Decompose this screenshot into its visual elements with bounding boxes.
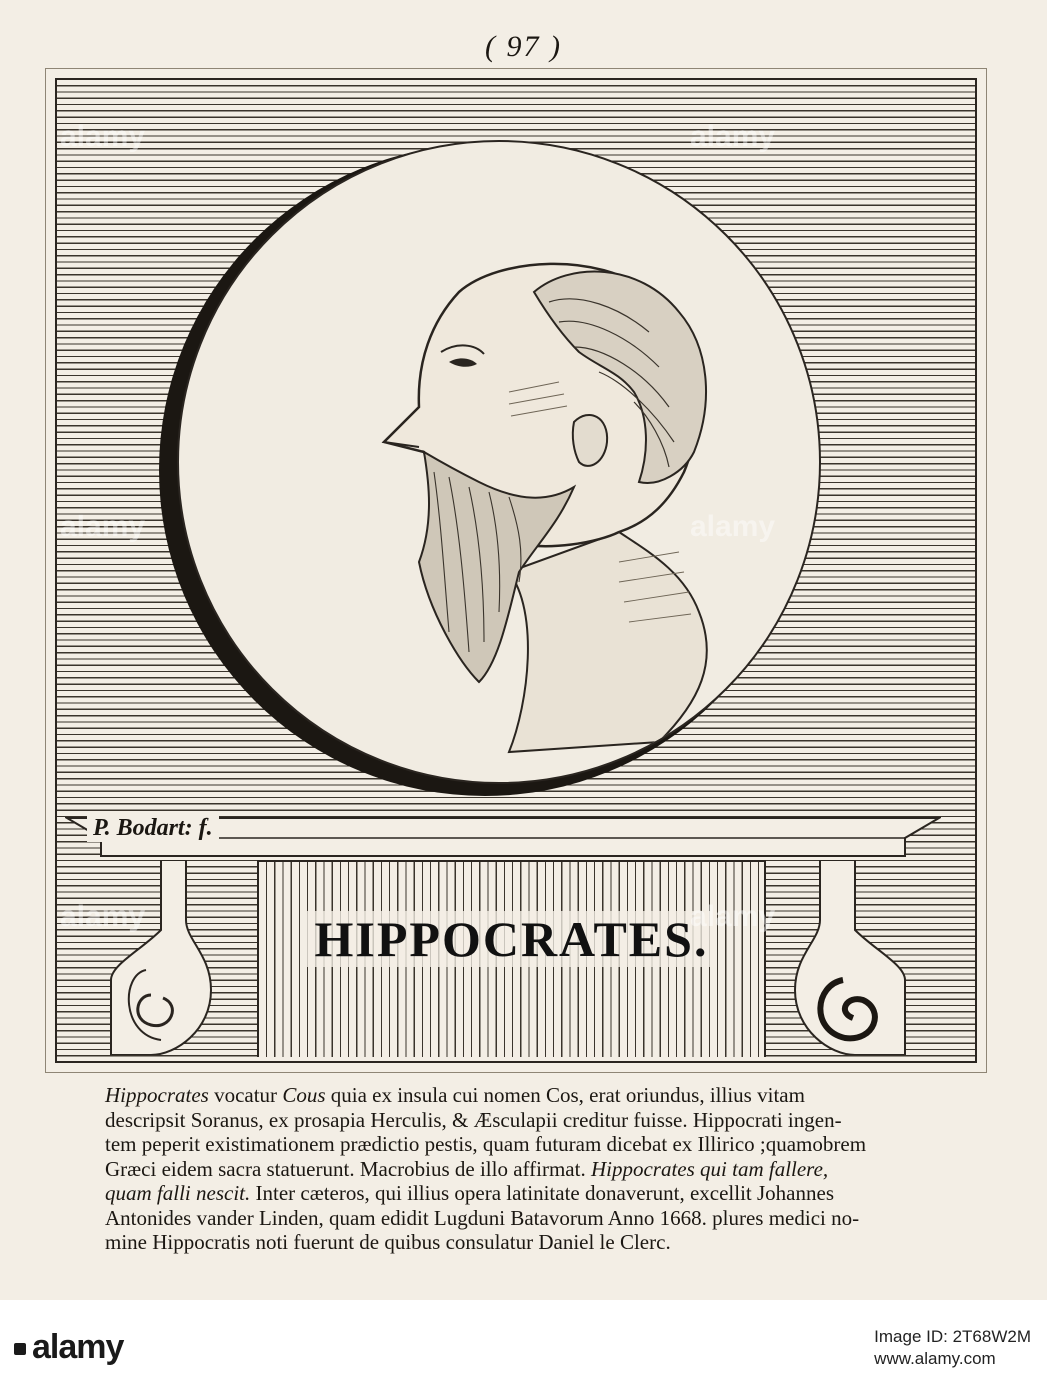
caption-line bbox=[105, 1108, 975, 1133]
portrait-medallion bbox=[177, 140, 821, 784]
right-scroll-ornament bbox=[775, 860, 925, 1055]
watermark-overlay: alamy bbox=[60, 900, 146, 933]
pedestal-plaque bbox=[257, 860, 766, 1057]
caption-segment: descripsit Soranus, ex prosapia Herculis, & Æsculapii creditur fuisse. Hippocrati ingen- bbox=[105, 1107, 842, 1132]
engraved-plate bbox=[55, 78, 977, 1063]
site-url: www.alamy.com bbox=[874, 1349, 996, 1368]
caption-line bbox=[105, 1157, 975, 1182]
watermark-overlay: alamy bbox=[60, 120, 146, 153]
caption-segment: Græci eidem sacra statuerunt. Macrobius de illo affirmat. bbox=[105, 1156, 591, 1181]
engraver-signature: P. Bodart: f. bbox=[87, 815, 219, 842]
watermark-overlay: alamy bbox=[60, 510, 146, 543]
image-id-label: Image ID: 2T68W2M bbox=[874, 1327, 1031, 1346]
page-number: ( 97 ) bbox=[485, 30, 562, 63]
watermark-overlay: alamy bbox=[690, 120, 776, 153]
caption-line bbox=[105, 1230, 975, 1255]
caption-line bbox=[105, 1206, 975, 1231]
hippocrates-profile-illustration bbox=[179, 142, 819, 782]
caption-segment: quia ex insula cui nomen Cos, erat oriundus, illius vitam bbox=[325, 1083, 805, 1107]
watermark-overlay: alamy bbox=[690, 510, 776, 543]
watermark-overlay: alamy bbox=[690, 900, 776, 933]
caption-segment: mine Hippocratis noti fuerunt de quibus consulatur Daniel le Clerc. bbox=[105, 1230, 671, 1254]
alamy-logo: alamy bbox=[14, 1328, 123, 1367]
caption-segment: tem peperit existimationem prædictio pestis, quam futuram dicebat ex Illirico ;quamobrem bbox=[105, 1132, 867, 1156]
caption-line bbox=[105, 1181, 975, 1206]
logo-mark-icon bbox=[14, 1343, 26, 1355]
subject-name: HIPPOCRATES. bbox=[259, 910, 764, 968]
caption-italic-segment: Hippocrates bbox=[105, 1083, 209, 1107]
caption-italic-segment: Cous bbox=[282, 1083, 326, 1107]
left-scroll-ornament bbox=[91, 860, 241, 1055]
caption-italic-segment: Hippocrates qui tam fallere, bbox=[590, 1156, 829, 1181]
caption-line bbox=[105, 1083, 975, 1108]
caption-text bbox=[105, 1083, 975, 1255]
caption-segment: Antonides vander Linden, quam edidit Lugduni Batavorum Anno 1668. plures medici no- bbox=[105, 1205, 860, 1230]
caption-segment: Inter cæteros, qui illius opera latinitate donaverunt, excellit Johannes bbox=[250, 1181, 834, 1205]
caption-line bbox=[105, 1132, 975, 1157]
caption-segment: vocatur bbox=[208, 1083, 283, 1107]
caption-italic-segment: quam falli nescit. bbox=[105, 1181, 251, 1205]
image-id-block bbox=[874, 1326, 1031, 1370]
